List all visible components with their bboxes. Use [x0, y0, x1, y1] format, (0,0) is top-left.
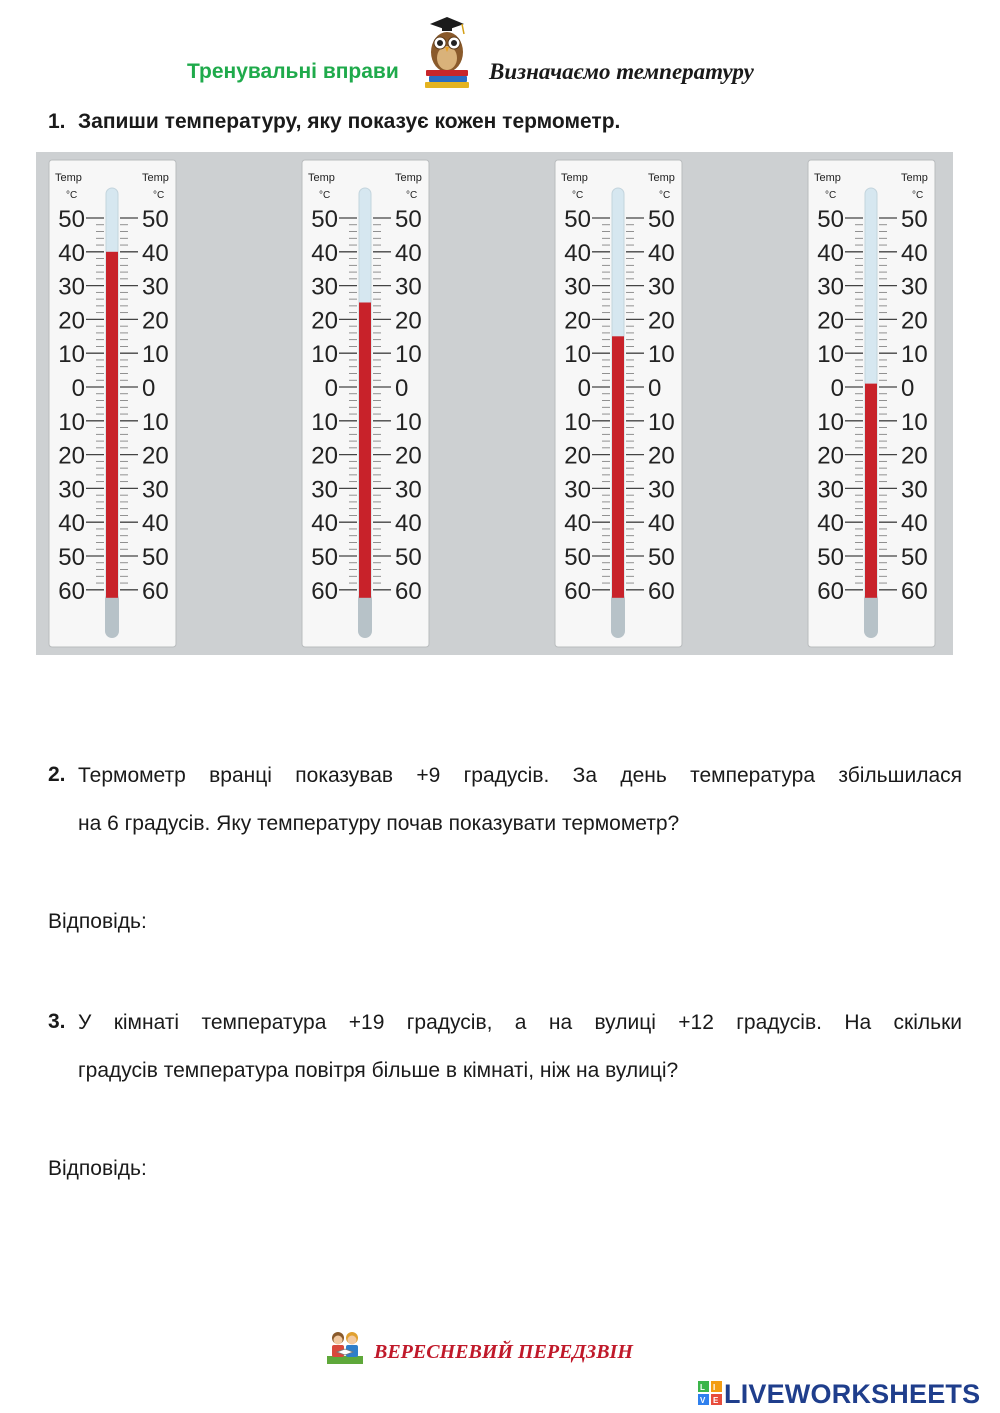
tick-label-left: 30 — [564, 273, 591, 301]
tick-label-left: 50 — [817, 544, 844, 571]
tick-label-left: 50 — [58, 544, 85, 571]
tick-label-left: 10 — [58, 341, 85, 369]
liveworksheets-brand: LIVEWORKSHEETS — [724, 1379, 981, 1409]
svg-text:V: V — [700, 1396, 706, 1405]
tick-label-left: 20 — [564, 442, 591, 470]
tick-label-right: 30 — [142, 476, 169, 504]
liveworksheets-watermark — [698, 1376, 994, 1410]
tick-label-left: 40 — [311, 239, 338, 267]
tick-label-left: 20 — [311, 307, 338, 335]
tick-label-left: 60 — [311, 577, 338, 605]
tick-label-left: 0 — [71, 375, 85, 402]
unit-label-left: °C — [572, 190, 584, 201]
unit-label-left: °C — [825, 190, 837, 201]
tick-label-left: 20 — [58, 307, 85, 335]
thermometers-panel — [36, 152, 953, 655]
tick-label-right: 10 — [142, 408, 169, 436]
tick-label-left: 30 — [817, 273, 844, 301]
thermometer-bulb — [358, 592, 372, 638]
tick-label-right: 40 — [395, 239, 422, 267]
tick-label-left: 10 — [58, 408, 85, 436]
tick-label-right: 10 — [395, 408, 422, 436]
tick-label-right: 40 — [142, 510, 169, 538]
tick-label-left: 0 — [577, 375, 591, 402]
tick-label-left: 10 — [817, 341, 844, 369]
scale-label-left: Temp — [308, 172, 335, 184]
tick-label-right: 50 — [648, 544, 675, 571]
tick-label-right: 20 — [142, 442, 169, 470]
scale-label-right: Temp — [648, 172, 675, 184]
tick-label-right: 30 — [395, 476, 422, 504]
tick-label-right: 30 — [901, 273, 928, 301]
tick-label-left: 50 — [311, 206, 338, 233]
tick-label-right: 60 — [901, 577, 928, 605]
unit-label-left: °C — [66, 190, 78, 201]
tick-label-left: 20 — [817, 307, 844, 335]
tick-label-left: 20 — [564, 307, 591, 335]
tick-label-left: 60 — [564, 577, 591, 605]
tick-label-right: 50 — [395, 544, 422, 571]
scale-label-right: Temp — [395, 172, 422, 184]
tick-label-left: 50 — [58, 206, 85, 233]
tick-label-right: 20 — [142, 307, 169, 335]
tick-label-right: 20 — [395, 442, 422, 470]
tick-label-left: 50 — [311, 544, 338, 571]
tick-label-left: 30 — [58, 273, 85, 301]
svg-text:L: L — [700, 1383, 705, 1392]
task1-number: 1. — [48, 110, 66, 133]
tick-label-left: 40 — [58, 239, 85, 267]
unit-label-right: °C — [406, 190, 418, 201]
svg-text:E: E — [713, 1396, 719, 1405]
tick-label-left: 0 — [830, 375, 844, 402]
svg-text:I: I — [713, 1383, 716, 1392]
tick-label-right: 20 — [901, 442, 928, 470]
tick-label-right: 50 — [142, 544, 169, 571]
tick-label-right: 60 — [395, 577, 422, 605]
tick-label-right: 40 — [395, 510, 422, 538]
tick-label-right: 50 — [901, 206, 928, 233]
tick-label-right: 50 — [142, 206, 169, 233]
thermometer-bulb — [611, 592, 625, 638]
tick-label-right: 40 — [142, 239, 169, 267]
scale-label-left: Temp — [561, 172, 588, 184]
tick-label-left: 40 — [311, 510, 338, 538]
topic-title: Визначаємо температуру — [489, 59, 754, 84]
tick-label-right: 30 — [648, 273, 675, 301]
task2-answer-label: Відповідь: — [48, 910, 147, 933]
task3-line1: У кімнаті температура +19 градусів, а на вулиці +12 градусів. На скільки — [78, 1011, 962, 1034]
tick-label-right: 60 — [648, 577, 675, 605]
task1-title: Запиши температуру, яку показує кожен термометр. — [78, 110, 621, 133]
tick-label-left: 40 — [564, 239, 591, 267]
task2-text — [78, 752, 962, 848]
tick-label-left: 10 — [564, 341, 591, 369]
footer-title: ВЕРЕСНЕВИЙ ПЕРЕДЗВІН — [374, 1341, 633, 1363]
tick-label-left: 10 — [817, 408, 844, 436]
tick-label-right: 50 — [648, 206, 675, 233]
tick-label-right: 10 — [648, 341, 675, 369]
tick-label-right: 0 — [901, 375, 915, 402]
tick-label-right: 30 — [395, 273, 422, 301]
tick-label-left: 0 — [324, 375, 338, 402]
task2-number: 2. — [48, 763, 66, 786]
unit-label-right: °C — [659, 190, 671, 201]
task2-line2: на 6 градусів. Яку температуру почав показувати термометр? — [78, 812, 680, 835]
mercury-column — [865, 384, 877, 598]
tick-label-right: 20 — [395, 307, 422, 335]
tick-label-left: 30 — [311, 476, 338, 504]
mercury-column — [612, 336, 624, 598]
tick-label-right: 10 — [901, 408, 928, 436]
tick-label-left: 60 — [58, 577, 85, 605]
tick-label-left: 40 — [564, 510, 591, 538]
tick-label-right: 30 — [901, 476, 928, 504]
unit-label-left: °C — [319, 190, 331, 201]
tick-label-left: 20 — [58, 442, 85, 470]
tick-label-left: 30 — [817, 476, 844, 504]
task2-line1: Термометр вранці показував +9 градусів. За день температура збільшилася — [78, 764, 962, 787]
thermometer-bulb — [105, 592, 119, 638]
tick-label-right: 40 — [901, 510, 928, 538]
section-label: Тренувальні вправи — [187, 60, 399, 83]
tick-label-right: 40 — [648, 510, 675, 538]
tick-label-right: 60 — [142, 577, 169, 605]
tick-label-left: 40 — [58, 510, 85, 538]
tick-label-left: 60 — [817, 577, 844, 605]
page-header — [0, 8, 1000, 88]
unit-label-right: °C — [153, 190, 165, 201]
mercury-column — [106, 252, 118, 598]
task3-answer-label: Відповідь: — [48, 1157, 147, 1180]
tick-label-right: 0 — [395, 375, 409, 402]
tick-label-left: 50 — [817, 206, 844, 233]
tick-label-right: 0 — [142, 375, 156, 402]
tick-label-right: 40 — [648, 239, 675, 267]
tick-label-right: 10 — [142, 341, 169, 369]
task3-text — [78, 999, 962, 1095]
tick-label-right: 50 — [901, 544, 928, 571]
tick-label-right: 20 — [901, 307, 928, 335]
tick-label-right: 10 — [395, 341, 422, 369]
children-reading-icon — [327, 1330, 363, 1364]
thermometers-figure — [36, 152, 953, 655]
tick-label-right: 0 — [648, 375, 662, 402]
tick-label-right: 40 — [901, 239, 928, 267]
tick-label-left: 50 — [564, 544, 591, 571]
tick-label-left: 40 — [817, 510, 844, 538]
tick-label-left: 30 — [58, 476, 85, 504]
task3-number: 3. — [48, 1010, 66, 1033]
tick-label-left: 50 — [564, 206, 591, 233]
scale-label-right: Temp — [901, 172, 928, 184]
unit-label-right: °C — [912, 190, 924, 201]
tick-label-left: 20 — [311, 442, 338, 470]
tick-label-left: 40 — [817, 239, 844, 267]
tick-label-left: 30 — [564, 476, 591, 504]
tick-label-left: 10 — [311, 408, 338, 436]
tick-label-right: 10 — [901, 341, 928, 369]
tick-label-left: 20 — [817, 442, 844, 470]
tick-label-left: 30 — [311, 273, 338, 301]
scale-label-left: Temp — [814, 172, 841, 184]
thermometer-bulb — [864, 592, 878, 638]
tick-label-right: 30 — [142, 273, 169, 301]
task3-line2: градусів температура повітря більше в кімнаті, ніж на вулиці? — [78, 1059, 679, 1082]
liveworksheets-logo-icon — [698, 1381, 722, 1405]
tick-label-left: 10 — [311, 341, 338, 369]
tick-label-right: 10 — [648, 408, 675, 436]
tick-label-right: 20 — [648, 307, 675, 335]
mercury-column — [359, 303, 371, 598]
tick-label-right: 20 — [648, 442, 675, 470]
tick-label-left: 10 — [564, 408, 591, 436]
scale-label-right: Temp — [142, 172, 169, 184]
tick-label-right: 30 — [648, 476, 675, 504]
owl-with-books-icon — [422, 14, 472, 90]
scale-label-left: Temp — [55, 172, 82, 184]
tick-label-right: 50 — [395, 206, 422, 233]
